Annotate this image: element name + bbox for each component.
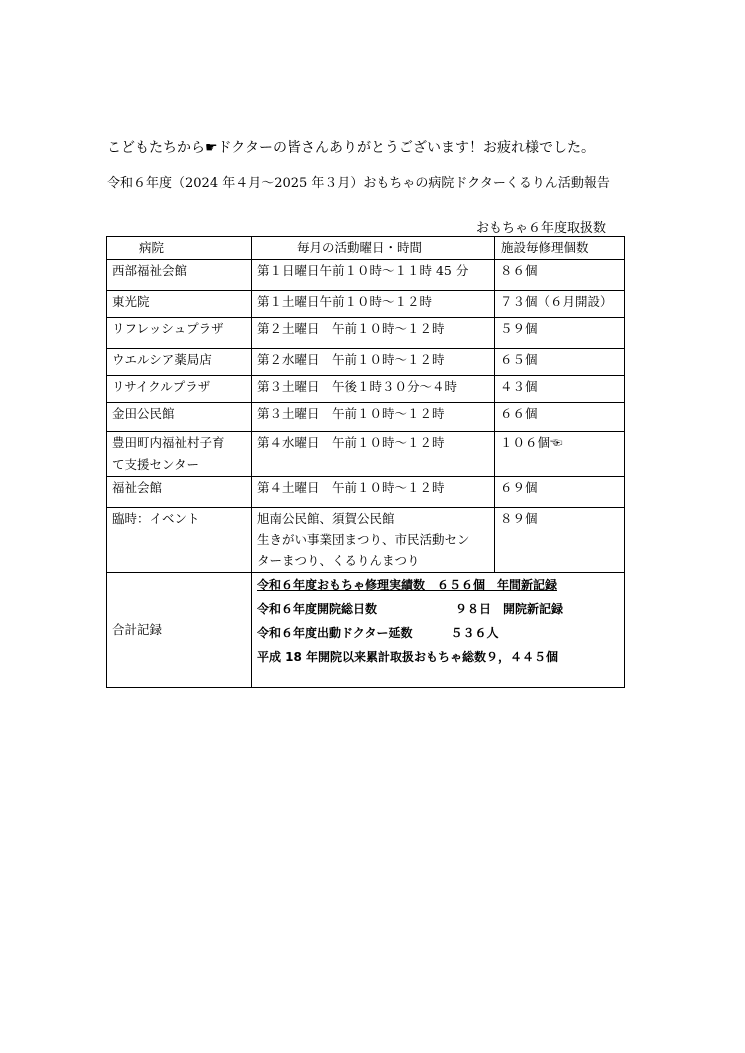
schedule-cell: 第２土曜日 午前１０時～１２時: [252, 318, 495, 349]
count-cell: ５９個: [495, 318, 625, 349]
table-row: [107, 376, 625, 403]
schedule-cell-line: 生きがい事業団まつり、市民活動セン: [257, 532, 470, 547]
schedule-cell: 第３土曜日 午後１時３０分～４時: [252, 376, 495, 403]
hospital-cell: 東光院: [107, 291, 252, 318]
hospital-cell: [107, 432, 252, 477]
count-cell: ４３個: [495, 376, 625, 403]
summary-line-open-days: 令和６年度開院総日数 ９８日 開院新記録: [257, 602, 564, 616]
table-row: [107, 403, 625, 432]
activity-report-table: [106, 236, 625, 688]
intro-line: こどもたちから☛ドクターの皆さんありがとうございます！お疲れ様でした。: [107, 140, 595, 156]
header-schedule: 毎月の活動曜日・時間: [252, 237, 495, 260]
schedule-cell: 第４水曜日 午前１０時～１２時: [252, 432, 495, 477]
hospital-cell: リサイクルプラザ: [107, 376, 252, 403]
schedule-cell: 第２水曜日 午前１０時～１２時: [252, 349, 495, 376]
summary-line-cumulative: 平成 18 年開院以来累計取扱おもちゃ総数９，４４５個: [257, 650, 559, 664]
table-row: [107, 318, 625, 349]
count-cell: ７３個（６月開設）: [495, 291, 625, 318]
hospital-cell: ウエルシア薬局店: [107, 349, 252, 376]
count-cell: ６６個: [495, 403, 625, 432]
table-row: [107, 508, 625, 573]
table-row: [107, 477, 625, 508]
summary-line-total-repairs: 令和６年度おもちゃ修理実績数 ６５６個 年間新記録: [257, 578, 558, 592]
count-cell: １０６個☜: [495, 432, 625, 477]
hospital-cell: 臨時：イベント: [107, 508, 252, 573]
table-row: [107, 260, 625, 291]
header-hospital: 病院: [107, 237, 252, 260]
hospital-cell: 金田公民館: [107, 403, 252, 432]
summary-cell: [252, 573, 625, 688]
schedule-cell: 第１日曜日午前１０時～１１時 45 分: [252, 260, 495, 291]
count-cell: ６５個: [495, 349, 625, 376]
schedule-cell: 第４土曜日 午前１０時～１２時: [252, 477, 495, 508]
schedule-cell-line: ターまつり、くるりんまつり: [257, 553, 420, 568]
table-header-row: [107, 237, 625, 260]
hospital-cell: 福祉会館: [107, 477, 252, 508]
hospital-cell-line: 豊田町内福祉村子育: [112, 435, 225, 450]
header-count: 施設毎修理個数: [495, 237, 625, 260]
count-cell: ６９個: [495, 477, 625, 508]
count-cell: ８６個: [495, 260, 625, 291]
table-row: [107, 432, 625, 477]
report-title: 令和６年度（2024 年４月～2025 年３月）おもちゃの病院ドクターくるりん活動報告: [107, 176, 610, 191]
summary-row: [107, 573, 625, 688]
schedule-cell: [252, 508, 495, 573]
summary-line-doctors: 令和６年度出動ドクター延数 ５３６人: [257, 626, 499, 640]
hospital-cell-line: て支援センター: [112, 457, 200, 472]
count-cell: ８９個: [495, 508, 625, 573]
schedule-cell-line: 旭南公民館、須賀公民館: [257, 511, 395, 526]
hospital-cell: 西部福祉会館: [107, 260, 252, 291]
summary-label: 合計記録: [107, 573, 252, 688]
table-row: [107, 349, 625, 376]
table-caption: おもちゃ６年度取扱数: [476, 221, 607, 236]
schedule-cell: 第１土曜日午前１０時～１２時: [252, 291, 495, 318]
hospital-cell: リフレッシュプラザ: [107, 318, 252, 349]
schedule-cell: 第３土曜日 午前１０時～１２時: [252, 403, 495, 432]
table-row: [107, 291, 625, 318]
